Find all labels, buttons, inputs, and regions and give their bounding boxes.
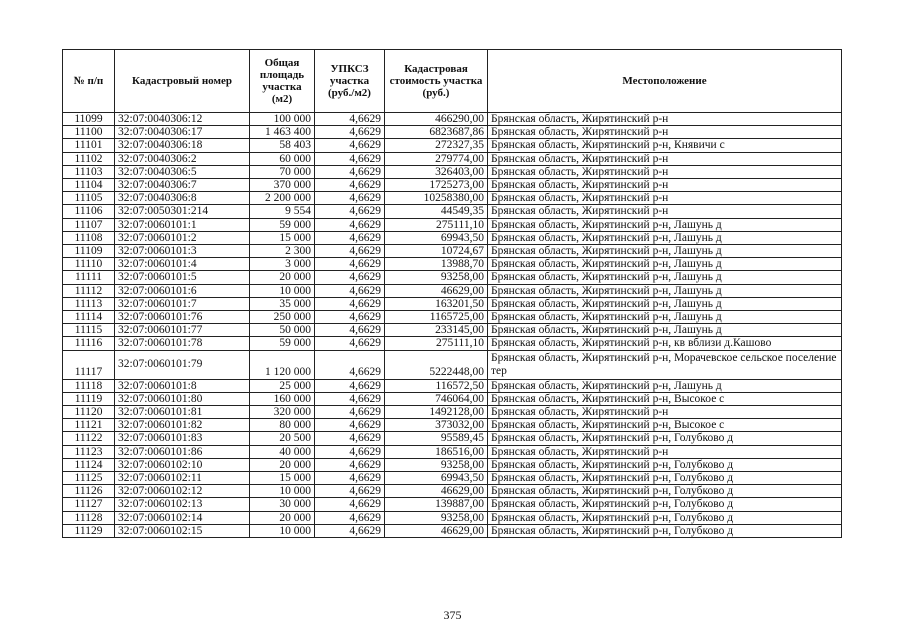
cadastral-cost: 6823687,86 — [385, 126, 488, 139]
cadastral-number: 32:07:0060101:86 — [115, 445, 250, 458]
upksz-value: 4,6629 — [315, 350, 385, 379]
cadastral-cost: 1492128,00 — [385, 406, 488, 419]
row-number: 11101 — [63, 139, 115, 152]
table-row — [63, 458, 842, 471]
row-number: 11109 — [63, 245, 115, 258]
cadastral-number: 32:07:0060102:11 — [115, 472, 250, 485]
header-location: Местоположение — [488, 50, 842, 113]
cadastral-number: 32:07:0060102:14 — [115, 511, 250, 524]
row-number: 11117 — [63, 350, 115, 379]
location-text: Брянская область, Жирятинский р-н — [488, 445, 842, 458]
upksz-value: 4,6629 — [315, 337, 385, 350]
location-text: Брянская область, Жирятинский р-н, Лашунь д — [488, 218, 842, 231]
header-value: Кадастровая стоимость участка (руб.) — [385, 50, 488, 113]
upksz-value: 4,6629 — [315, 297, 385, 310]
row-number: 11126 — [63, 485, 115, 498]
cadastral-number: 32:07:0060101:4 — [115, 258, 250, 271]
table-row — [63, 419, 842, 432]
area-value: 25 000 — [250, 379, 315, 392]
location-text: Брянская область, Жирятинский р-н, Морачевское сельское поселение тер — [488, 350, 842, 379]
area-value: 370 000 — [250, 179, 315, 192]
cadastral-number: 32:07:0060101:1 — [115, 218, 250, 231]
cadastral-cost: 69943,50 — [385, 231, 488, 244]
location-text: Брянская область, Жирятинский р-н — [488, 406, 842, 419]
cadastral-number: 32:07:0040306:12 — [115, 113, 250, 126]
upksz-value: 4,6629 — [315, 192, 385, 205]
area-value: 1 120 000 — [250, 350, 315, 379]
row-number: 11125 — [63, 472, 115, 485]
area-value: 59 000 — [250, 337, 315, 350]
cadastral-cost: 233145,00 — [385, 324, 488, 337]
upksz-value: 4,6629 — [315, 498, 385, 511]
upksz-value: 4,6629 — [315, 511, 385, 524]
upksz-value: 4,6629 — [315, 113, 385, 126]
location-text: Брянская область, Жирятинский р-н — [488, 165, 842, 178]
location-text: Брянская область, Жирятинский р-н — [488, 152, 842, 165]
cadastral-number: 32:07:0060101:81 — [115, 406, 250, 419]
cadastral-number: 32:07:0060101:82 — [115, 419, 250, 432]
row-number: 11111 — [63, 271, 115, 284]
cadastral-number: 32:07:0040306:7 — [115, 179, 250, 192]
cadastral-cost: 163201,50 — [385, 297, 488, 310]
cadastral-cost: 1165725,00 — [385, 311, 488, 324]
location-text: Брянская область, Жирятинский р-н — [488, 113, 842, 126]
area-value: 9 554 — [250, 205, 315, 218]
row-number: 11112 — [63, 284, 115, 297]
row-number: 11123 — [63, 445, 115, 458]
cadastral-number: 32:07:0060101:80 — [115, 392, 250, 405]
area-value: 58 403 — [250, 139, 315, 152]
cadastral-cost: 46629,00 — [385, 284, 488, 297]
cadastral-cost: 466290,00 — [385, 113, 488, 126]
table-row — [63, 524, 842, 537]
location-text: Брянская область, Жирятинский р-н, Голубково д — [488, 498, 842, 511]
location-text: Брянская область, Жирятинский р-н, Высокое с — [488, 392, 842, 405]
area-value: 10 000 — [250, 284, 315, 297]
table-row — [63, 485, 842, 498]
area-value: 35 000 — [250, 297, 315, 310]
area-value: 160 000 — [250, 392, 315, 405]
cadastral-cost: 275111,10 — [385, 337, 488, 350]
area-value: 2 200 000 — [250, 192, 315, 205]
row-number: 11127 — [63, 498, 115, 511]
row-number: 11119 — [63, 392, 115, 405]
table-row — [63, 379, 842, 392]
cadastral-number: 32:07:0060102:10 — [115, 458, 250, 471]
area-value: 60 000 — [250, 152, 315, 165]
area-value: 70 000 — [250, 165, 315, 178]
cadastral-cost: 93258,00 — [385, 458, 488, 471]
cadastral-cost: 46629,00 — [385, 485, 488, 498]
location-text: Брянская область, Жирятинский р-н, Лашунь д — [488, 297, 842, 310]
cadastral-cost: 1725273,00 — [385, 179, 488, 192]
area-value: 50 000 — [250, 324, 315, 337]
table-row — [63, 139, 842, 152]
area-value: 80 000 — [250, 419, 315, 432]
upksz-value: 4,6629 — [315, 324, 385, 337]
table-row — [63, 337, 842, 350]
upksz-value: 4,6629 — [315, 524, 385, 537]
table-row — [63, 445, 842, 458]
row-number: 11122 — [63, 432, 115, 445]
row-number: 11113 — [63, 297, 115, 310]
cadastral-number: 32:07:0060101:76 — [115, 311, 250, 324]
table-row — [63, 271, 842, 284]
upksz-value: 4,6629 — [315, 406, 385, 419]
location-text: Брянская область, Жирятинский р-н, Голубково д — [488, 485, 842, 498]
table-row — [63, 165, 842, 178]
cadastral-cost: 275111,10 — [385, 218, 488, 231]
table-row — [63, 406, 842, 419]
cadastral-cost: 272327,35 — [385, 139, 488, 152]
cadastral-cost: 13988,70 — [385, 258, 488, 271]
area-value: 20 000 — [250, 458, 315, 471]
row-number: 11103 — [63, 165, 115, 178]
cadastral-number: 32:07:0060101:3 — [115, 245, 250, 258]
upksz-value: 4,6629 — [315, 445, 385, 458]
area-value: 1 463 400 — [250, 126, 315, 139]
table-row — [63, 245, 842, 258]
table-row — [63, 126, 842, 139]
table-row — [63, 472, 842, 485]
cadastral-number: 32:07:0060101:2 — [115, 231, 250, 244]
cadastral-cost: 116572,50 — [385, 379, 488, 392]
document-page — [62, 49, 841, 538]
table-row — [63, 284, 842, 297]
cadastral-cost: 5222448,00 — [385, 350, 488, 379]
upksz-value: 4,6629 — [315, 231, 385, 244]
cadastral-number: 32:07:0050301:214 — [115, 205, 250, 218]
area-value: 59 000 — [250, 218, 315, 231]
row-number: 11115 — [63, 324, 115, 337]
area-value: 20 000 — [250, 271, 315, 284]
table-row — [63, 511, 842, 524]
row-number: 11108 — [63, 231, 115, 244]
cadastral-number: 32:07:0060101:6 — [115, 284, 250, 297]
area-value: 20 000 — [250, 511, 315, 524]
table-row — [63, 324, 842, 337]
cadastral-cost: 139887,00 — [385, 498, 488, 511]
upksz-value: 4,6629 — [315, 379, 385, 392]
location-text: Брянская область, Жирятинский р-н, Голубково д — [488, 432, 842, 445]
location-text: Брянская область, Жирятинский р-н, Лашунь д — [488, 379, 842, 392]
location-text: Брянская область, Жирятинский р-н, кв вблизи д.Кашово — [488, 337, 842, 350]
location-text: Брянская область, Жирятинский р-н — [488, 179, 842, 192]
table-row — [63, 152, 842, 165]
area-value: 2 300 — [250, 245, 315, 258]
table-row — [63, 350, 842, 379]
header-cadastral: Кадастровый номер — [115, 50, 250, 113]
upksz-value: 4,6629 — [315, 271, 385, 284]
upksz-value: 4,6629 — [315, 218, 385, 231]
table-row — [63, 498, 842, 511]
upksz-value: 4,6629 — [315, 179, 385, 192]
location-text: Брянская область, Жирятинский р-н, Голубково д — [488, 472, 842, 485]
page-number: 375 — [443, 608, 462, 622]
location-text: Брянская область, Жирятинский р-н, Лашунь д — [488, 311, 842, 324]
cadastral-number: 32:07:0060101:7 — [115, 297, 250, 310]
upksz-value: 4,6629 — [315, 152, 385, 165]
upksz-value: 4,6629 — [315, 284, 385, 297]
cadastral-cost: 46629,00 — [385, 524, 488, 537]
header-upksz: УПКСЗ участка (руб./м2) — [315, 50, 385, 113]
location-text: Брянская область, Жирятинский р-н — [488, 126, 842, 139]
upksz-value: 4,6629 — [315, 205, 385, 218]
row-number: 11107 — [63, 218, 115, 231]
cadastral-number: 32:07:0060102:15 — [115, 524, 250, 537]
cadastral-cost: 279774,00 — [385, 152, 488, 165]
upksz-value: 4,6629 — [315, 458, 385, 471]
header-num: № п/п — [63, 50, 115, 113]
location-text: Брянская область, Жирятинский р-н, Лашунь д — [488, 245, 842, 258]
row-number: 11106 — [63, 205, 115, 218]
cadastral-number: 32:07:0060101:83 — [115, 432, 250, 445]
cadastral-cost: 69943,50 — [385, 472, 488, 485]
cadastral-number: 32:07:0060101:77 — [115, 324, 250, 337]
upksz-value: 4,6629 — [315, 485, 385, 498]
upksz-value: 4,6629 — [315, 392, 385, 405]
row-number: 11121 — [63, 419, 115, 432]
area-value: 100 000 — [250, 113, 315, 126]
table-row — [63, 297, 842, 310]
row-number: 11102 — [63, 152, 115, 165]
cadastral-cost: 746064,00 — [385, 392, 488, 405]
area-value: 10 000 — [250, 485, 315, 498]
cadastral-number: 32:07:0060102:13 — [115, 498, 250, 511]
cadastral-number: 32:07:0040306:8 — [115, 192, 250, 205]
location-text: Брянская область, Жирятинский р-н, Лашунь д — [488, 271, 842, 284]
row-number: 11129 — [63, 524, 115, 537]
table-row — [63, 432, 842, 445]
cadastral-number: 32:07:0040306:2 — [115, 152, 250, 165]
cadastral-number: 32:07:0040306:17 — [115, 126, 250, 139]
row-number: 11099 — [63, 113, 115, 126]
cadastral-number: 32:07:0040306:5 — [115, 165, 250, 178]
upksz-value: 4,6629 — [315, 432, 385, 445]
row-number: 11114 — [63, 311, 115, 324]
location-text: Брянская область, Жирятинский р-н, Высокое с — [488, 419, 842, 432]
upksz-value: 4,6629 — [315, 165, 385, 178]
upksz-value: 4,6629 — [315, 472, 385, 485]
upksz-value: 4,6629 — [315, 419, 385, 432]
cadastral-cost: 326403,00 — [385, 165, 488, 178]
cadastral-cost: 93258,00 — [385, 271, 488, 284]
location-text: Брянская область, Жирятинский р-н, Голубково д — [488, 458, 842, 471]
area-value: 250 000 — [250, 311, 315, 324]
cadastral-cost: 186516,00 — [385, 445, 488, 458]
area-value: 20 500 — [250, 432, 315, 445]
area-value: 320 000 — [250, 406, 315, 419]
row-number: 11100 — [63, 126, 115, 139]
table-header-row — [63, 50, 842, 113]
area-value: 15 000 — [250, 472, 315, 485]
row-number: 11120 — [63, 406, 115, 419]
row-number: 11104 — [63, 179, 115, 192]
cadastral-number: 32:07:0060101:78 — [115, 337, 250, 350]
upksz-value: 4,6629 — [315, 126, 385, 139]
table-row — [63, 311, 842, 324]
upksz-value: 4,6629 — [315, 258, 385, 271]
table-row — [63, 192, 842, 205]
location-text: Брянская область, Жирятинский р-н, Лашунь д — [488, 258, 842, 271]
cadastral-cost: 95589,45 — [385, 432, 488, 445]
upksz-value: 4,6629 — [315, 311, 385, 324]
cadastral-cost: 44549,35 — [385, 205, 488, 218]
cadastral-number: 32:07:0060102:12 — [115, 485, 250, 498]
cadastral-cost: 373032,00 — [385, 419, 488, 432]
table-row — [63, 258, 842, 271]
location-text: Брянская область, Жирятинский р-н — [488, 192, 842, 205]
row-number: 11128 — [63, 511, 115, 524]
row-number: 11118 — [63, 379, 115, 392]
location-text: Брянская область, Жирятинский р-н — [488, 205, 842, 218]
cadastral-number: 32:07:0060101:8 — [115, 379, 250, 392]
table-row — [63, 218, 842, 231]
location-text: Брянская область, Жирятинский р-н, Лашунь д — [488, 324, 842, 337]
table-row — [63, 205, 842, 218]
location-text: Брянская область, Жирятинский р-н, Голубково д — [488, 511, 842, 524]
table-body — [63, 113, 842, 538]
location-text: Брянская область, Жирятинский р-н, Голубково д — [488, 524, 842, 537]
cadastral-number: 32:07:0060101:5 — [115, 271, 250, 284]
cadastral-number: 32:07:0060101:79 — [115, 350, 250, 379]
location-text: Брянская область, Жирятинский р-н, Лашунь д — [488, 284, 842, 297]
header-area: Общая площадь участка (м2) — [250, 50, 315, 113]
location-text: Брянская область, Жирятинский р-н, Лашунь д — [488, 231, 842, 244]
upksz-value: 4,6629 — [315, 139, 385, 152]
row-number: 11110 — [63, 258, 115, 271]
location-text: Брянская область, Жирятинский р-н, Княвичи с — [488, 139, 842, 152]
cadastral-cost: 10258380,00 — [385, 192, 488, 205]
table-row — [63, 392, 842, 405]
area-value: 3 000 — [250, 258, 315, 271]
cadastral-cost: 93258,00 — [385, 511, 488, 524]
row-number: 11124 — [63, 458, 115, 471]
table-row — [63, 113, 842, 126]
area-value: 30 000 — [250, 498, 315, 511]
cadastral-number: 32:07:0040306:18 — [115, 139, 250, 152]
upksz-value: 4,6629 — [315, 245, 385, 258]
row-number: 11105 — [63, 192, 115, 205]
table-row — [63, 231, 842, 244]
table-row — [63, 179, 842, 192]
row-number: 11116 — [63, 337, 115, 350]
cadastral-table — [62, 49, 842, 538]
area-value: 10 000 — [250, 524, 315, 537]
cadastral-cost: 10724,67 — [385, 245, 488, 258]
area-value: 15 000 — [250, 231, 315, 244]
area-value: 40 000 — [250, 445, 315, 458]
